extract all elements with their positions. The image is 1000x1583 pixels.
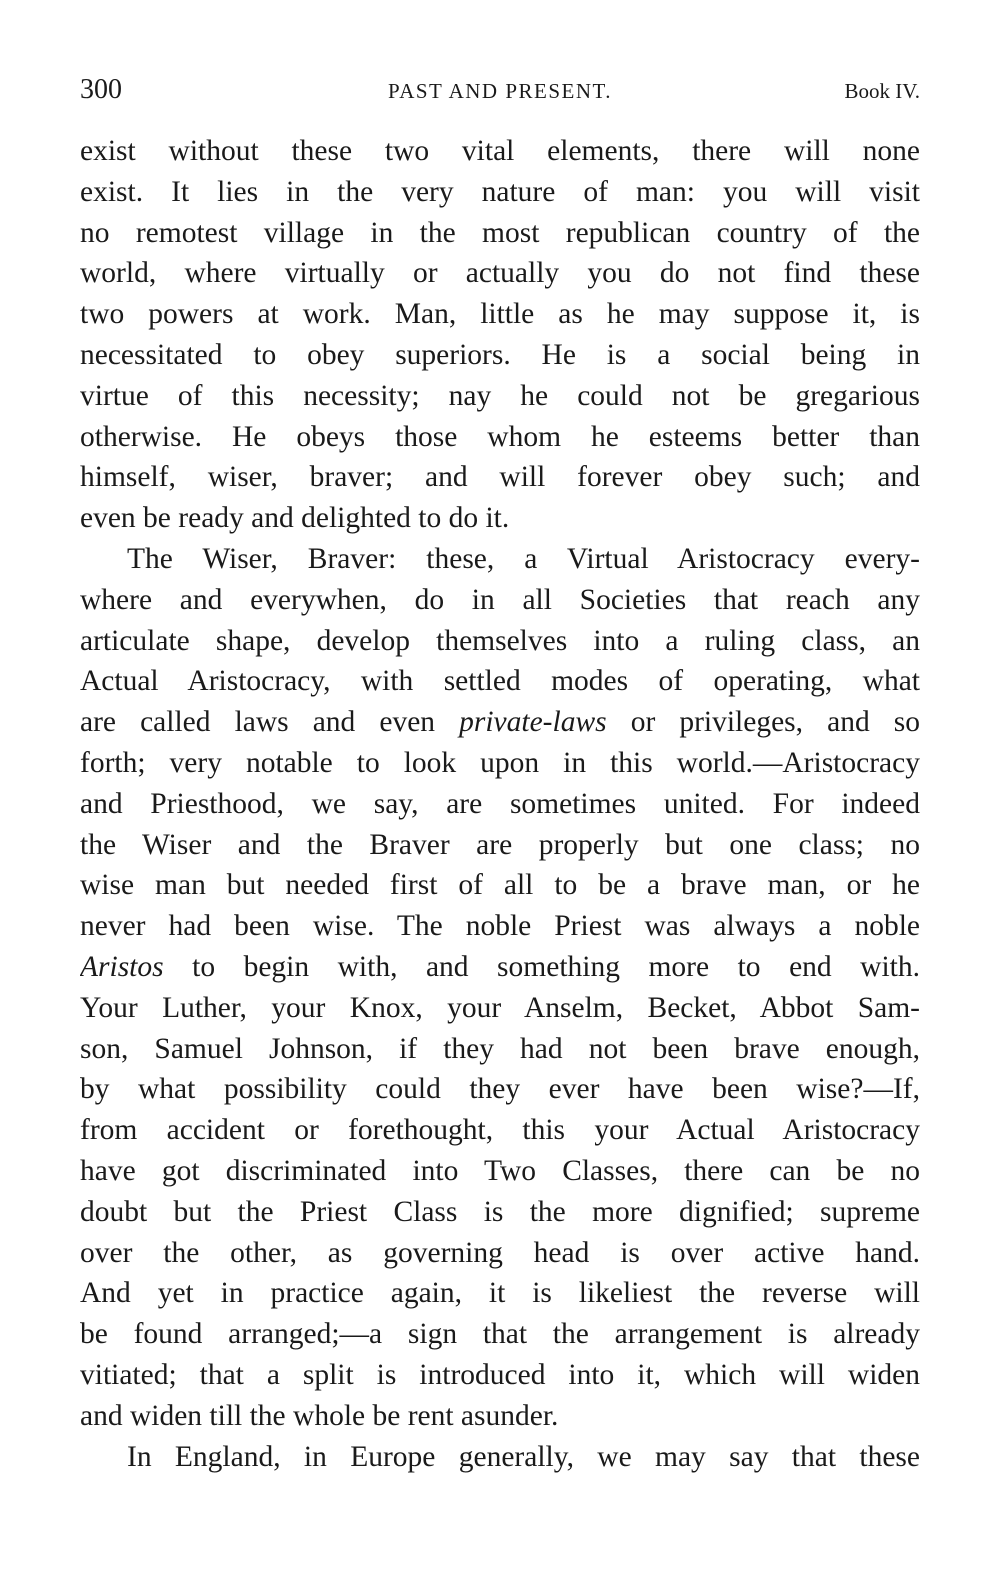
running-title: PAST AND PRESENT.	[387, 79, 613, 103]
text-line: And yet in practice again, it is likeliest the reverse will	[80, 1277, 920, 1310]
text-line: vitiated; that a split is introduced into it, which will widen	[80, 1358, 920, 1391]
text-line: be found arranged;—a sign that the arrangement is already	[80, 1318, 920, 1351]
text-line: two powers at work. Man, little as he may suppose it, is	[80, 298, 920, 331]
text-line: The Wiser, Braver: these, a Virtual Aristocracy every-	[127, 542, 920, 575]
text-line: world, where virtually or actually you do not find these	[80, 257, 920, 290]
text-line: forth; very notable to look upon in this world.—Aristocracy	[80, 746, 920, 779]
text-line: Actual Aristocracy, with settled modes of operating, what	[80, 665, 920, 698]
text-run: to begin with, and something more to end with.	[163, 950, 920, 983]
book-label: Book IV.	[844, 79, 920, 103]
text-run: or privileges, and so	[606, 706, 920, 739]
text-line: even be ready and delighted to do it.	[80, 502, 510, 535]
text-line: exist without these two vital elements, there will none	[80, 135, 920, 167]
text-line	[80, 947, 920, 988]
text-line: In England, in Europe generally, we may say that these	[127, 1440, 920, 1473]
body-text	[80, 131, 920, 1571]
text-line: otherwise. He obeys those whom he esteems better than	[80, 420, 920, 453]
text-line: never had been wise. The noble Priest was always a noble	[80, 910, 920, 943]
text-line: articulate shape, develop themselves into a ruling class, an	[80, 624, 920, 657]
text-line: have got discriminated into Two Classes, there can be no	[80, 1154, 920, 1187]
italic-term: private-laws	[459, 706, 607, 739]
text-line: and widen till the whole be rent asunder.	[80, 1399, 559, 1432]
text-line: no remotest village in the most republican country of the	[80, 216, 920, 249]
text-line: where and everywhen, do in all Societies that reach any	[80, 583, 920, 616]
text-line: wise man but needed first of all to be a brave man, or he	[80, 869, 920, 902]
text-line	[80, 702, 920, 743]
text-line: by what possibility could they ever have been wise?—If,	[80, 1073, 920, 1106]
text-run: are called laws and even	[80, 706, 460, 739]
text-line: Your Luther, your Knox, your Anselm, Becket, Abbot Sam-	[80, 991, 920, 1024]
text-line: himself, wiser, braver; and will forever obey such; and	[80, 461, 920, 494]
text-line: over the other, as governing head is over active hand.	[80, 1236, 920, 1269]
text-line: virtue of this necessity; nay he could not be gregarious	[80, 379, 920, 412]
text-line: exist. It lies in the very nature of man: you will visit	[80, 175, 920, 208]
text-line: the Wiser and the Braver are properly but one class; no	[80, 828, 920, 861]
text-line: from accident or forethought, this your Actual Aristocracy	[80, 1114, 920, 1147]
page-header	[80, 72, 920, 108]
page-number: 300	[80, 74, 122, 105]
text-line: necessitated to obey superiors. He is a social being in	[80, 338, 920, 371]
text-line: and Priesthood, we say, are sometimes united. For indeed	[80, 787, 920, 820]
text-line: doubt but the Priest Class is the more dignified; supreme	[80, 1195, 920, 1228]
text-line: son, Samuel Johnson, if they had not been brave enough,	[80, 1032, 920, 1065]
italic-term: Aristos	[80, 950, 164, 983]
